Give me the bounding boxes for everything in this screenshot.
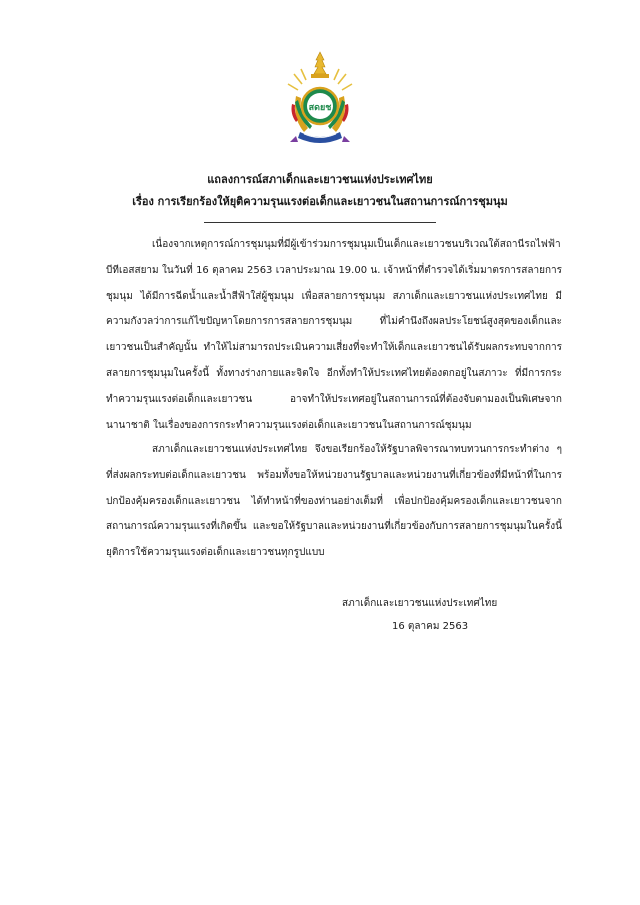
signature-organization: สภาเด็กและเยาวชนแห่งประเทศไทย — [342, 598, 498, 609]
emblem-monogram: สดยช — [308, 103, 332, 113]
emblem-icon — [284, 50, 356, 150]
children-youth-council-emblem — [284, 50, 356, 150]
body-paragraph-1: เนื่องจากเหตุการณ์การชุมนุมที่มีผู้เข้าร่วมการชุมนุมเป็นเด็กและเยาวชนบริเวณใต้สถานีรถไฟฟ้าบีทีเอสสยาม ในวันที่ 16 ตุลาคม 2563 เวลาประมาณ 19.00 น. เจ้าหน้าที่ตำรวจได้เริ่มมาตรการสลายการชุมนุม ได้มีการฉีดน้ำและน้ำสีฟ้าใส่ผู้ชุมนุม เพื่อสลายการชุมนุม สภาเด็กและเยาวชนแห่งประเทศไทย มีความกังวลว่าการแก้ไขปัญหาโดยการการสลายการชุมนุม ที่ไม่คำนึงถึงผลประโยชน์สูงสุดของเด็กและเยาวชนเป็นสำคัญนั้น ทำให้ไม่สามารถประเมินความเสี่ยงที่จะทำให้เด็กและเยาวชนได้รับผลกระทบจากการสลายการชุมนุมในครั้งนี้ ทั้งทางร่างกายและจิตใจ อีกทั้งทำให้ประเทศไทยต้องตกอยู่ในสภาวะ ที่มีการกระทำความรุนแรงต่อเด็กและเยาวชน อาจทำให้ประเทศอยู่ในสถานการณ์ที่ต้องจับตามองเป็นพิเศษจากนานาชาติ ในเรื่องของการกระทำความรุนแรงต่อเด็กและเยาวชนในสถานการณ์ชุมนุม — [106, 239, 562, 431]
body-paragraph-2: สภาเด็กและเยาวชนแห่งประเทศไทย จึงขอเรียกร้องให้รัฐบาลพิจารณาทบทวนการกระทำต่าง ๆ ที่ส่งผลกระทบต่อเด็กและเยาวชน พร้อมทั้งขอให้หน่วยงานรัฐบาลและหน่วยงานที่เกี่ยวข้องที่มีหน้าที่ในการปกป้องคุ้มครองเด็กและเยาวชน ได้ทำหน้าที่ของท่านอย่างเต็มที่ เพื่อปกป้องคุ้มครองเด็กและเยาวชนจากสถานการณ์ความรุนแรงที่เกิดขึ้น และขอให้รัฐบาลและหน่วยงานที่เกี่ยวข้องกับการสลายการชุมนุมในครั้งนี้ ยุติการใช้ความรุนแรงต่อเด็กและเยาวชนทุกรูปแบบ — [106, 444, 562, 559]
statement-subject: เรื่อง การเรียกร้องให้ยุติความรุนแรงต่อเด็กและเยาวชนในสถานการณ์การชุมนุม — [132, 195, 508, 208]
signature-date: 16 ตุลาคม 2563 — [392, 621, 469, 632]
title-divider — [204, 222, 436, 223]
statement-title: แถลงการณ์สภาเด็กและเยาวชนแห่งประเทศไทย — [207, 173, 433, 186]
